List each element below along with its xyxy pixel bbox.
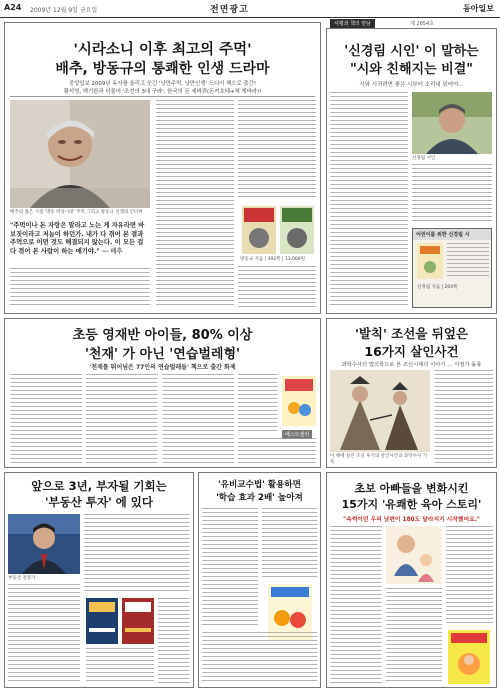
book-cover-2 [280,206,314,254]
article-1-body-col-3 [238,100,316,200]
article-5-body-col-4 [86,648,154,684]
article-7-headline-2: 15가지 '유쾌한 육아 스토리' [341,498,482,511]
article-3-body-col-5 [238,438,316,464]
bestseller-badge: 베스트셀러 [282,430,312,439]
article-2-book-label: 신경림 지음 | 204쪽 [417,285,458,290]
newspaper-logo: 동아일보 [463,3,494,13]
article-3-headline: 초등 영재반 아이들, 80% 이상 [72,328,253,343]
article-5-headline: 앞으로 3년, 부자될 기회는 [31,479,167,493]
quote-source: ― 배추 [101,247,123,255]
sidebox-text [447,243,489,279]
article-6-body-col-2 [262,508,317,578]
sidebox-title: 어린이를 위한 신경림 시 [413,229,491,240]
article-2-headline-2: "시와 친해지는 비결" [349,62,474,77]
article-3-body-col-2 [86,374,158,464]
article-1-book-label: 방동규 지음 | 392쪽 | 13,000원 [240,257,305,262]
article-1-headline: '시라소니 이후 최고의 주먹' [73,42,252,58]
book-cover-5 [86,598,118,644]
article-4-illustration [330,370,430,452]
article-5-headline-2: '부동산 투자' 에 있다 [45,495,153,509]
book-cover-6 [122,598,154,644]
article-1-sub-1: 중앙일보 2009년 독자를 울리고 웃긴 '낭만주먹, 낭만인생' 드디어 책으로 출간! [69,81,256,87]
article-1-headline-2: 배추, 방동규의 통쾌한 인생 드라마 [55,61,270,77]
page-number: A24 [4,3,22,12]
article-3-sub: '천재를 뛰어넘은 77인의 연습벌레들' 책으로 출간 화제 [89,364,236,371]
book-cover-3 [417,243,443,279]
article-2-photo-caption: 신경림 시인 [412,156,436,161]
article-1-body-col-4 [238,266,316,308]
article-7-illustration [386,526,442,584]
article-3-headline-2: '천재' 가 아닌 '연습벌레형' [84,347,241,362]
article-1-sub-2: 황석영, 백기완과 더불어 '조선의 3대 구라', 한국의 돈 세바퀴(돈키호테+체 게바라)! [63,89,262,95]
section-tag: 서평과 책의 만남 [330,19,375,28]
article-2-body-col-1 [330,92,408,308]
article-6-headline-2: '학습 효과 2배' 높아져 [216,493,303,503]
masthead [0,0,500,18]
article-2-sidebox [412,228,492,308]
article-7-sub: "속썩이던 우리 남편이 180도 달라지기 시작했어요." [343,517,480,523]
article-2-headline: '신경림 시인' 이 말하는 [344,44,479,59]
article-5-photo [8,514,80,574]
article-7-body-col-1 [330,526,382,684]
article-4-photo-caption: 이 책에 실린 조선 후기의 살인사건과 과학수사 기록 [330,454,427,465]
article-4-body-col-1 [434,370,493,464]
article-7-body-col-2 [446,526,493,626]
article-7-body-col-3 [386,588,442,684]
book-cover-8 [448,630,490,684]
article-4-sub: 과학수사의 법의학으로 본 조선시대의 이야기 … 서점가 돌풍 [341,362,482,368]
article-7-headline: 초보 아빠들을 변화시킨 [354,482,469,495]
article-3-body-col-3 [162,374,234,464]
article-5-photo-caption: 부동산 전문가 [8,576,36,581]
article-2-body-col-2 [412,164,492,224]
article-5-body-col-1 [8,584,80,684]
article-1-quote [10,222,150,256]
issue-number: 제 2654호 [410,21,434,27]
book-cover-1 [242,206,276,254]
article-4-headline-2: 16가지 살인사건 [364,344,459,359]
article-6-headline: '유비교수법' 활용하면 [218,480,301,490]
article-5-body-col-3 [158,598,190,684]
section-title: 전면광고 [210,5,249,15]
article-1-body-col-1 [10,268,150,308]
quote-text: "주먹이나 돈 자랑은 말라고 노는 게 자유라면 바보짓이라고 저놈이 하던가. 내가 다 겪어 본 결과 주먹으로 어떤 것도 해결되지 않는다. 이 모든 걸 다 겪어 본 사람이 하는 얘기야." [10,222,145,255]
issue-date: 2009년 12월 9일 금요일 [30,7,98,14]
article-1-photo [10,100,150,208]
article-5-body-col-2 [84,514,190,594]
article-2-photo [412,92,492,154]
article-4-headline: '발칙' 조선을 뒤엎은 [355,326,468,341]
divider [10,96,315,97]
article-2-sub: 시와 시귀려면 좋은 시부터 소리내 읽어야... [359,82,464,88]
article-1-photo-caption: 배추의 젊은 시절 '명동 비상시대' 주먹 그리고 방동규 선생의 인터뷰 [10,210,143,215]
article-3-body-col-1 [10,374,82,464]
article-3-body-col-4 [238,374,278,434]
article-6-body-col-1 [202,508,258,628]
article-1-body-col-2 [156,100,234,308]
article-6-body-col-3 [202,632,317,684]
book-cover-4 [282,376,316,426]
